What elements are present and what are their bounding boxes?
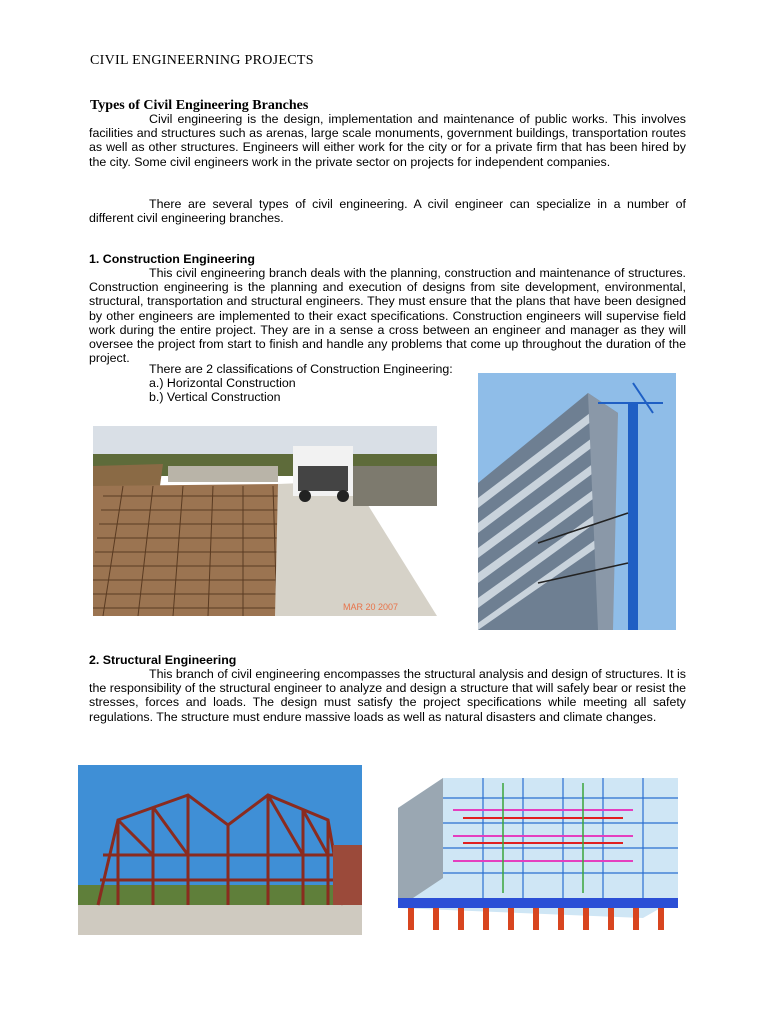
classification-item-horizontal: a.) Horizontal Construction	[149, 376, 296, 390]
structural-heading: 2. Structural Engineering	[89, 653, 237, 667]
construction-paragraph: This civil engineering branch deals with the planning, construction and maintenance of structures. Construction engineering is the planning and execution of designs from site development, environmental, structural, transportation and structural engineers. They must ensure that the plans that have been designed by other engineers are implemented to their exact specifications. Construction engineers will supervise field work during the entire project. They are in a sense a cross between an engineer and manager as they will oversee the project from start to finish and handle any problems that come up throughout the duration of the project.	[89, 266, 686, 366]
section-title: Types of Civil Engineering Branches	[90, 98, 309, 113]
document-title: CIVIL ENGINEERNING PROJECTS	[90, 53, 314, 68]
photo-date-stamp: MAR 20 2007	[343, 602, 399, 612]
intro-paragraph: Civil engineering is the design, implementation and maintenance of public works. This involves facilities and structures such as arenas, large scale monuments, government buildings, transportation routes as well as other structures. Engineers will either work for the city or for a private firm that has been hired by the city. Some civil engineers work in the private sector on projects for independent companies.	[89, 112, 686, 169]
classification-item-vertical: b.) Vertical Construction	[149, 390, 281, 404]
structural-paragraph: This branch of civil engineering encompasses the structural analysis and design of structures. It is the responsibility of the structural engineer to analyze and design a structure that will safely bear or resist the stresses, forces and loads. The design must satisfy the project specifications while meeting all safety regulations. The structure must endure massive loads as well as natural disasters and climate changes.	[89, 667, 686, 724]
classifications-intro: There are 2 classifications of Construction Engineering:	[149, 362, 453, 376]
steel-frame-photo	[78, 765, 362, 935]
vertical-construction-photo	[478, 373, 676, 630]
structural-model-render	[383, 768, 685, 936]
types-paragraph: There are several types of civil engineering. A civil engineer can specialize in a number of different civil engineering branches.	[89, 197, 686, 226]
construction-heading: 1. Construction Engineering	[89, 252, 255, 266]
horizontal-construction-photo	[93, 426, 437, 616]
